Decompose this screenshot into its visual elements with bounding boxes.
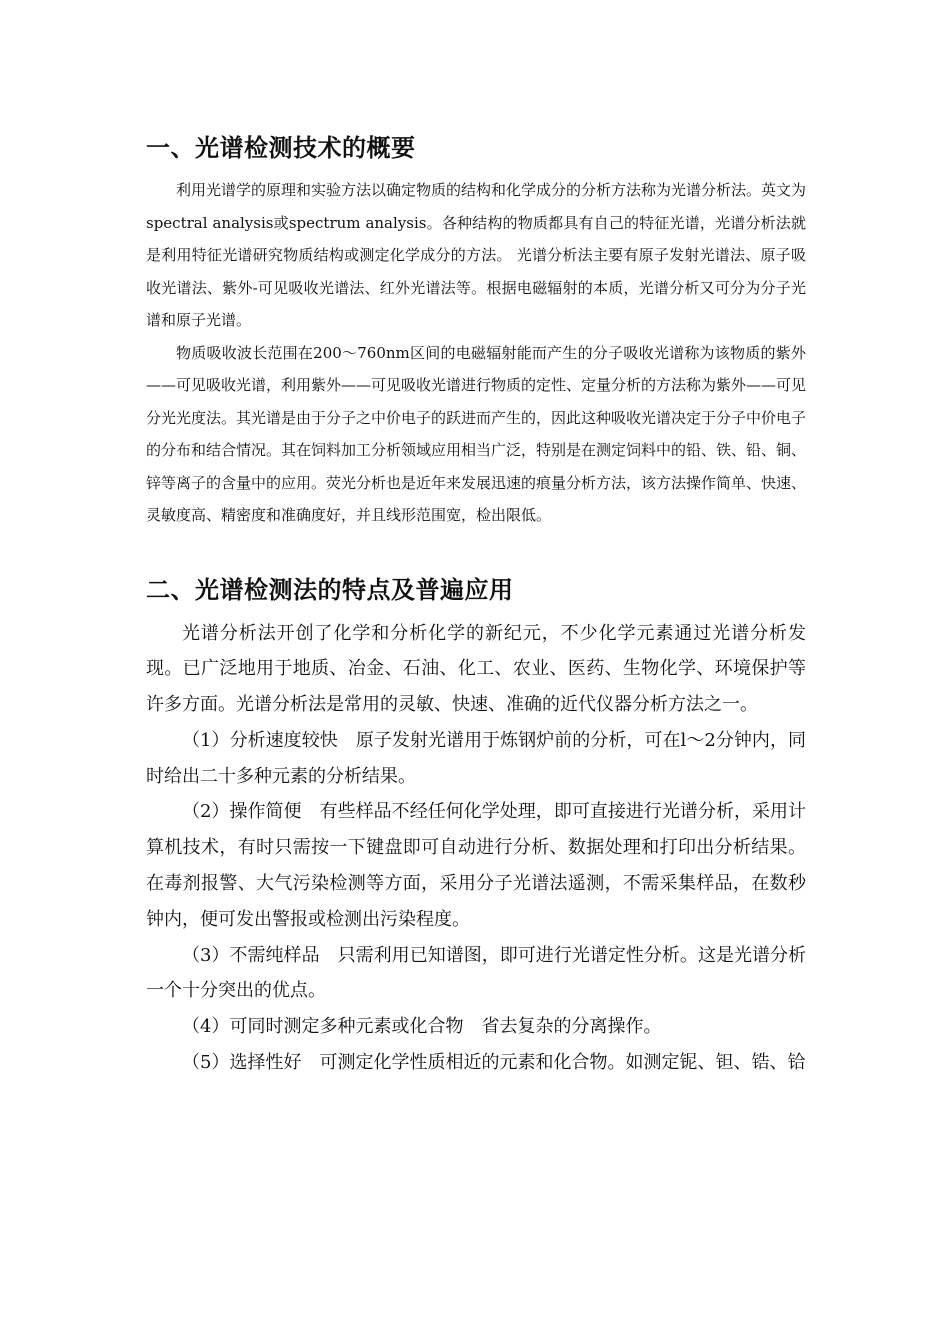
paragraph: 光谱分析法开创了化学和分析化学的新纪元，不少化学元素通过光谱分析发现。已广泛地用于地质、冶金、石油、化工、农业、医药、生物化学、环境保护等许多方面。光谱分析法是常用的灵敏、快速、准确的近代仪器分析方法之一。 bbox=[146, 622, 806, 716]
item-text: 有些样品不经任何化学处理，即可直接进行光谱分析，采用计算机技术，有时只需按一下键盘即可自动进行分析、数据处理和打印出分析结果。在毒剂报警、大气污染检测等方面，采用分子光谱法遥测，不需采集样品，在数秒钟内，便可发出警报或检测出污染程度。 bbox=[146, 801, 807, 930]
item-label: （3）不需纯样品 bbox=[182, 944, 320, 966]
section-overview bbox=[146, 128, 806, 532]
item-text: 可测定化学性质相近的元素和化合物。如测定铌、钽、锆、铪 bbox=[319, 1052, 806, 1074]
item-label: （1）分析速度较快 bbox=[182, 729, 338, 751]
section-features bbox=[146, 570, 806, 1081]
section-title: 二、光谱检测法的特点及普遍应用 bbox=[146, 575, 514, 604]
item-text: 省去复杂的分离操作。 bbox=[481, 1016, 662, 1038]
list-item bbox=[146, 1009, 806, 1045]
list-item bbox=[146, 938, 806, 1010]
section-title: 一、光谱检测技术的概要 bbox=[146, 134, 416, 162]
document-body bbox=[146, 128, 806, 1081]
list-item bbox=[146, 794, 806, 937]
item-text: 只需利用已知谱图，即可进行光谱定性分析。这是光谱分析一个十分突出的优点。 bbox=[146, 944, 807, 1002]
paragraph: 利用光谱学的原理和实验方法以确定物质的结构和化学成分的分析方法称为光谱分析法。英文为spectral analysis或spectrum analysis。各种结构的物质都具有自己的特征光谱，光谱分析法就是利用特征光谱研究物质结构或测定化学成分的方法。 光谱分析法主要有原子发射光谱法、原子吸收光谱法、紫外-可见吸收光谱法、红外光谱法等。根据电磁辐射的本质，光谱分析又可分为分子光谱和原子光谱。 bbox=[146, 181, 807, 329]
item-label: （5）选择性好 bbox=[182, 1052, 302, 1074]
item-label: （2）操作简便 bbox=[182, 801, 302, 823]
list-item bbox=[146, 1045, 806, 1081]
item-text: 原子发射光谱用于炼钢炉前的分析，可在l～2分钟内，同时给出二十多种元素的分析结果。 bbox=[146, 729, 806, 787]
paragraph: 物质吸收波长范围在200～760nm区间的电磁辐射能而产生的分子吸收光谱称为该物质的紫外——可见吸收光谱，利用紫外——可见吸收光谱进行物质的定性、定量分析的方法称为紫外——可见分光光度法。其光谱是由于分子之中价电子的跃进而产生的，因此这种吸收光谱决定于分子中价电子的分布和结合情况。其在饲料加工分析领域应用相当广泛，特别是在测定饲料中的铅、铁、铅、铜、锌等离子的含量中的应用。荧光分析也是近年来发展迅速的痕量分析方法，该方法操作简单、快速、灵敏度高、精密度和准确度好，并且线形范围宽，检出限低。 bbox=[146, 343, 807, 524]
item-label: （4）可同时测定多种元素或化合物 bbox=[182, 1016, 464, 1038]
list-item bbox=[146, 723, 806, 795]
